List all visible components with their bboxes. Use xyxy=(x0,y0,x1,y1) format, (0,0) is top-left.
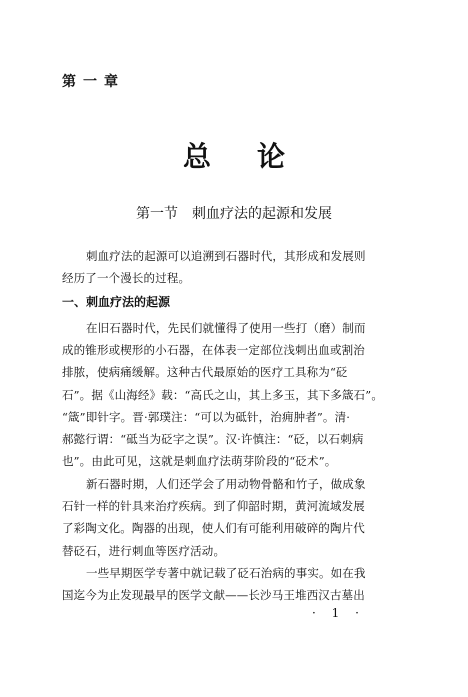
text-line: 郝懿行谓：“砥当为砭字之误”。汉·许慎注：“砭，以石刺病 xyxy=(62,431,364,446)
text-line: 也”。由此可见，这就是刺血疗法萌芽阶段的“砭术”。 xyxy=(62,454,337,469)
chapter-title: 总论 xyxy=(182,140,331,173)
chapter-label: 第一章 xyxy=(62,74,125,90)
text-line: 刺血疗法的起源可以追溯到石器时代，其形成和发展则 xyxy=(86,249,366,263)
section-title: 刺血疗法的起源和发展 xyxy=(192,206,332,222)
text-line: 石针一样的针具来治疗疾病。到了仰韶时期，黄河流域发展 xyxy=(62,499,365,514)
intro-paragraph xyxy=(62,245,404,289)
text-line: 替砭石，进行刺血等医疗活动。 xyxy=(62,543,226,558)
text-line: 排脓，使病痛缓解。这种古代最原始的医疗工具称为“砭 xyxy=(62,365,348,380)
section-heading xyxy=(0,203,468,223)
page-number: · 1 · xyxy=(312,606,365,620)
text-line: 一些早期医学专著中就记载了砭石治病的事实。如在我 xyxy=(86,566,366,580)
subsection-heading: 一、刺血疗法的起源 xyxy=(62,295,171,309)
paragraph-2 xyxy=(62,473,404,562)
text-line: 经历了一个漫长的过程。 xyxy=(62,271,191,286)
paragraph-3 xyxy=(62,562,404,606)
section-number: 第一节 xyxy=(136,206,178,222)
text-line: 成的锥形或楔形的小石器，在体表一定部位浅刺出血或割治 xyxy=(62,343,365,358)
text-line: 在旧石器时代，先民们就懂得了使用一些打（磨）制而 xyxy=(86,321,366,335)
paragraph-1 xyxy=(62,317,404,472)
text-line: 了彩陶文化。陶器的出现，使人们有可能利用破碎的陶片代 xyxy=(62,521,365,536)
text-line: 石”。据《山海经》载：“高氏之山，其上多玉，其下多箴石”。 xyxy=(62,387,383,402)
text-line: 国迄今为止发现最早的医学文献——长沙马王堆西汉古墓出 xyxy=(62,588,365,603)
text-line: 新石器时期，人们还学会了用动物骨骼和竹子，做成象 xyxy=(86,477,366,491)
text-line: “箴”即针字。晋·郭璞注：“可以为砥针，治痈肿者”。清· xyxy=(62,409,351,424)
